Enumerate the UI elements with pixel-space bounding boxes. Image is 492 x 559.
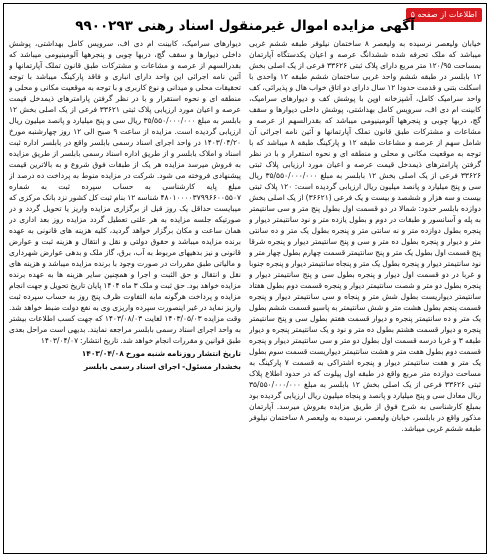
notice-columns	[9, 38, 481, 545]
notice-title: آگهی مزایده اموال غیرمنقول اسناد رهنی ۹۹۰۰۲۹۳	[75, 18, 415, 34]
source-badge: اطلاعات از صفحه ۵	[406, 8, 482, 22]
left-column-text: دیوارهای سرامیک، کابینت ام دی اف، سرویس کامل بهداشتی، پوشش داخلی دیوارها و سقف گچ، دربها چوبی و پنجرهها آلومینیومی میباشد که بقدرالسهم از عرصه و مشاعات و مشترکات طبق قانون تملک آپارتمانها و آئین نامه اجرائی این واحد دارای انباری و فاقد پارکینگ میباشد با توجه تحقیقات محلی و میدانی و نوع کاربری و با توجه به موقعیت مکانی و محلی و منطقه ای و نحوه استقرار و با در نظر گرفتن پارامترهای ذیمدخل قیمت عرصه و اعیان مورد ارزیابی پلاک ثبتی ۳۳۶۲۱ فرعی از یک اصلی بخش ۱۲ بابلسر به مبلغ ۳۵/۵۵۰/۰۰۰/۰۰۰ ریال سی و پنج میلیارد و پانصد میلیون ریال ارزیابی گردیده است. مزایده از ساعت ۹ صبح الی ۱۲ روز چهارشنبه مورخ ۱۴۰۳/۰۴/۲۰ در واحد اجرای اسناد رسمی بابلسر واقع در بابلسر اداره ثبت اسناد و املاک بابلسر و از طریق اداره اسناد رسمی بابلسر از طریق مزایده به فروش میرسد مزایده هر یک از طبقات فوق شروع و به بالاترین قیمت پیشنهادی فروخته می شود. شرکت در مزایده منوط به پرداخت ده درصد از مبلغ پایه کارشناسی به حساب سپرده ثبت به شماره ۴۸۰۱۰۰۰۰۳۷۹۹۶۶۰۰۵۵۰۷ شناسه ۱۲ بنام ثبت کل کشور نزد بانک مرکزی که میبایست حداقل یک روز قبل از برگزاری مزایده واریز یا تحویل گردد و در صورتیکه جلسه مزایده به هر علتی تعطیل گردد مزایده روز بعد اداری در همان ساعت و مکان برگزار خواهد گردید، کلیه هزینه های قانونی به عهده برنده مزایده میباشد و حقوق دولتی و نقل و انتقال و هزینه ثبت و عوارض قانونی و نیز بدهیهای مربوط به آب، برق، گاز ملک و بدهی عوارض شهرداری و مالیاتی طبق مقررات در صورت وجود با برنده مزایده میباشد و هزینه های نقل و انتقال و حق الثبت و اجرا و همچنین سایر هزینه ها به عهده برنده مزایده خواهد بود. حق ثبت و ملک ۳ ماه ۱۴۰۴ پایان تاریخ تحویل و جهت انجام مزایده و پرداخت هرگونه مابه التفاوت ظرف پنج روز به حساب سپرده ثبت واریز نماید در غیر اینصورت سپرده واریزی وی به نفع دولت ضبط خواهد شد. وقت مزایده ۱۴۰۳/۰۵/۰۳ لغایت ۱۴۰۳/۰۸/۰۳ که جهت کسب اطلاعات بیشتر به واحد اجرای اسناد رسمی بابلسر مراجعه نمایند. بدیهی است مراحل بعدی طبق قوانین و مقررات انجام خواهد شد. تاریخ انتشار: ۱۴۰۳/۰۴/۰۷	[9, 39, 241, 345]
right-column	[249, 38, 481, 545]
notice-page	[3, 3, 487, 554]
left-column	[9, 38, 241, 545]
publication-date: تاریخ انتشار روزنامه شنبه مورخ ۱۴۰۳/۰۴/۰۸	[81, 349, 241, 358]
signature-line: بخشدار مسئول- اجرای اسناد رسمی بابلسر	[83, 362, 241, 371]
right-column-text: خیابان ولیعصر نرسیده به ولیعصر ۸ ساختمان نیلوفر طبقه ششم غربی میباشد که ملک تحرفه شده ششدانگ عرصه و اعیان یکدستگاه آپارتمان بمساحت ۱۲۰/۹۵ متر مربع دارای پلاک ثبتی ۳۳۶۲۶ فرعی از یک اصلی بخش ۱۲ بابلسر در طبقه ششم واحد غربی ساختمان ششم طبقه ۱۲ واحدی با اسکلت بتنی و قدمت حدودا ۱۲ سال دارای دو اتاق خواب هال و پذیرائی، کف واحد سرامیک کامل، آشپزخانه اوپن با پوشش کف و دیوارهای سرامیک، کابینت ام دی اف، سرویس کامل بهداشتی، پوشش داخلی دیوارها و سقف گچ، دربها چوبی و پنجرهها آلومینیومی میباشد که بقدرالسهم از عرصه و مشاعات و مشترکات طبق قانون تملک آپارتمانها و آئین نامه اجرائی آن شامل سهم از عرصه و مشاعات طبقه ۱۲ و پارکینگ طبقه ۸ میباشد که با توجه به موقعیت مکانی و محلی و منطقه ای و نحوه استقرار و با در نظر گرفتن پارامترهای ذیمدخل قیمت عرصه و اعیان مورد ارزیابی پلاک ثبتی ۳۳۶۲۶ فرعی از یک اصلی بخش ۱۲ بابلسر به مبلغ ۳۵/۵۵۰/۰۰۰/۰۰۰ ریال سی و پنج میلیارد و پانصد میلیون ریال ارزیابی گردیده است: ۱۲۰ پلاک ثبتی بیست و سه هزار و ششصد و بیست و یک فرعی (۳۶۶۲۱) از یک اصلی بخش دوازده بابلسر حدود: شمالا در دو قسمت اول بطول پنج متر و سی سانتیمتر به پله و آسانسور و طبقات در دوم و بطول یازده متر و نود سانتیمتر دیوار و پنجره بطول دوازده متر و نه سانتی متر و پنجره بطول یک متر و ده سانتی متر و دیوار و پنجره بطول ده متر و سی و پنج سانتیمتر دیوار و پنجره شرقا پنج قسمت اول بطول یک متر و پنج سانتیمتر قسمت چهارم بطول چهار متر و نود سانتیمتر دیوار و پنجره بطول یک متر و پنجاه سانتیمتر دیوار و پنجره جنوبا و غربا در دو قسمت اول دیوار و پنجره بطول سی و پنج سانتیمتر دیوار و پنجره بطول دو متر و شصت سانتیمتر دیوار و پنجره قسمت دوم بطول هفتاد سانتیمتر دیواریست بطول شش متر و پنجاه و سی سانتیمتر دیوار و پنجره قسمت پنجم بطول هشت متر و شش سانتیمتر به پاسیو قسمت ششم بطول یک متر و ده سانتیمتر پنجره و دیوار قسمت هفتم بطول سی و پنج سانتیمتر پنجره و دیوار قسمت هشتم بطول ده متر و نود و یک سانتیمتر پنجره و دیوار طبقه ۳ و غربا درسه قسمت اول بطول دو متر و سی سانتیمتر دیوار و پنجره قسمت دوم بطول هفت متر و هشت سانتیمتر دیواریست قسمت سوم بطول یک متر و هفت سانتیمتر دیوار و پنجره اشتراکی به قسمت ۷ پارکینگ به مساحت دوازده متر مربع واقع در طبقه اول پیلوت که در حدود اطلاع پلاک ثبتی ۳۳۶۲۶ فرعی از یک اصلی بخش ۱۲ بابلسر به مبلغ ۳۵/۵۵۰/۰۰۰/۰۰۰ ریال معادل سی و پنج میلیارد و پانصد و پنجاه میلیون ریال ارزیابی گردیده بود بمبلغ کارشناسی به شرح فوق از طریق مزایده بفروش میرسد. آپارتمان مذکور واقع در بابلسر، خیابان ولیعصر، نرسیده به ولیعصر ۸ ساختمان نیلوفر طبقه ششم غربی میباشد.	[249, 39, 481, 433]
